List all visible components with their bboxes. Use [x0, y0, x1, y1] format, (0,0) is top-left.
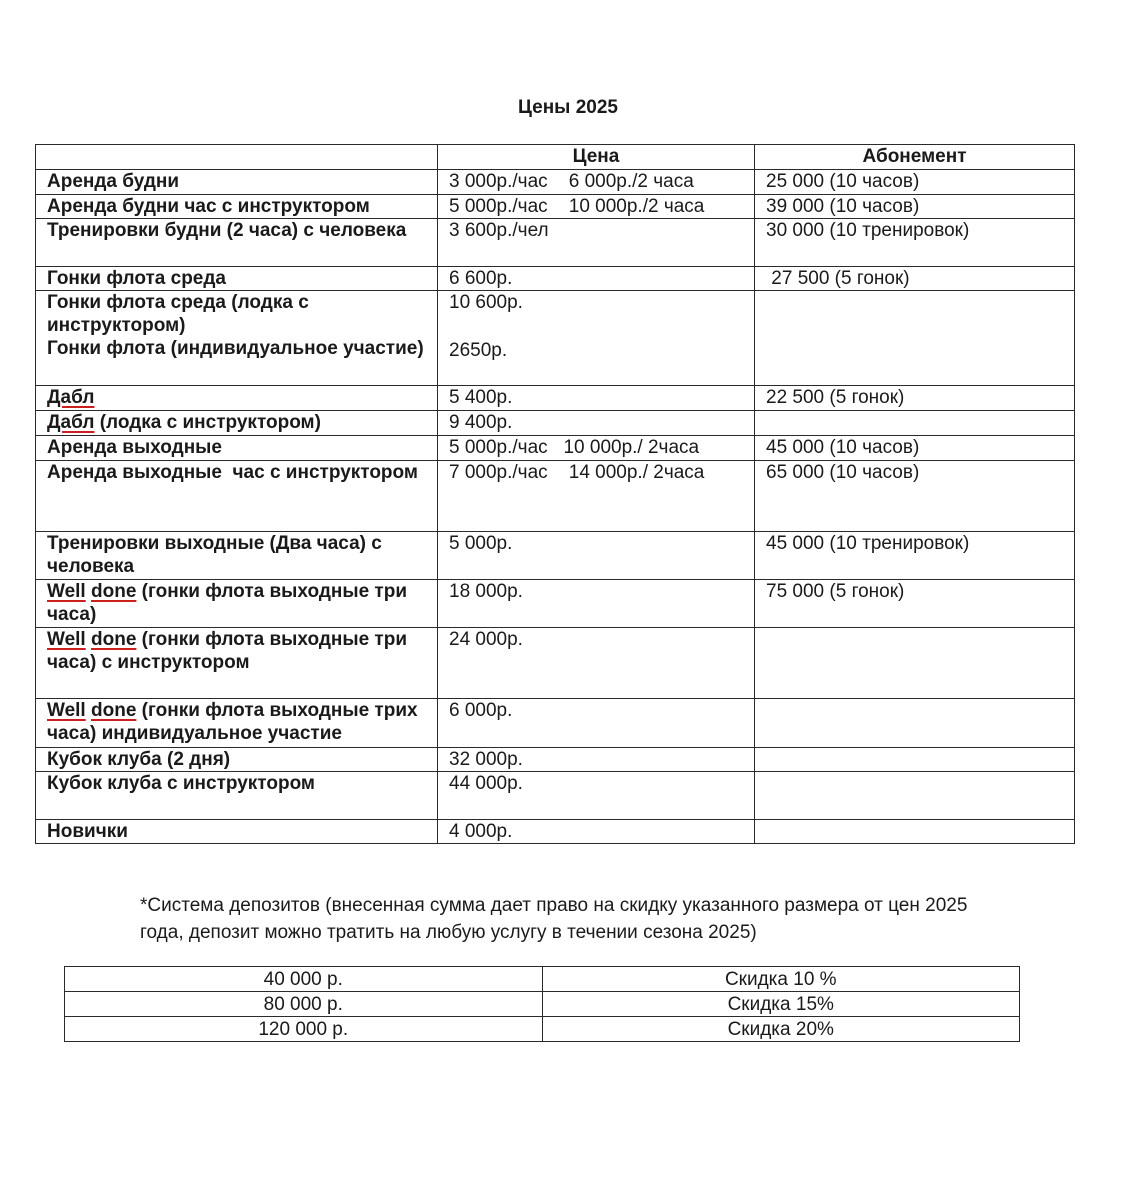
- table-row: [36, 195, 1075, 219]
- service-cell: Гонки флота среда: [36, 267, 438, 291]
- service-text: (гонки флота выходные три часа) с инструктором: [47, 629, 408, 673]
- service-cell: Аренда выходные: [36, 436, 438, 461]
- page-title: Цены 2025: [518, 97, 618, 118]
- subscription-cell: [755, 411, 1075, 436]
- price-cell: 18 000р.: [438, 580, 755, 628]
- price-cell: [438, 291, 755, 386]
- service-cell: Аренда будни: [36, 170, 438, 195]
- price-cell: 32 000р.: [438, 748, 755, 772]
- price-cell: 3 000р./час 6 000р./2 часа: [438, 170, 755, 195]
- subscription-cell: 22 500 (5 гонок): [755, 386, 1075, 411]
- service-text: (гонки флота выходные три часа): [47, 581, 408, 625]
- deposit-discount: Скидка 10 %: [542, 967, 1020, 992]
- price-cell: 6 000р.: [438, 699, 755, 748]
- header-price: Цена: [438, 145, 755, 170]
- table-row: [36, 461, 1075, 532]
- spellcheck-word: done: [91, 700, 137, 721]
- deposit-amount: 40 000 р.: [65, 967, 543, 992]
- table-row: [36, 436, 1075, 461]
- subscription-cell: [755, 628, 1075, 699]
- subscription-cell: 65 000 (10 часов): [755, 461, 1075, 532]
- spellcheck-word: Дабл: [47, 412, 95, 433]
- service-cell: Новички: [36, 820, 438, 844]
- price-cell: 5 400р.: [438, 386, 755, 411]
- table-row: [36, 219, 1075, 267]
- service-cell: [36, 291, 438, 386]
- service-cell: Тренировки выходные (Два часа) с человека: [36, 532, 438, 580]
- service-cell: Аренда будни час с инструктором: [36, 195, 438, 219]
- header-subscription: Абонемент: [755, 145, 1075, 170]
- price-table: [35, 144, 1075, 844]
- spellcheck-word: Дабл: [47, 387, 95, 408]
- subscription-cell: 45 000 (10 часов): [755, 436, 1075, 461]
- service-cell: Аренда выходные час с инструктором: [36, 461, 438, 532]
- price-cell: 6 600р.: [438, 267, 755, 291]
- table-row: [36, 628, 1075, 699]
- spellcheck-word: Well: [47, 581, 86, 602]
- subscription-cell: [755, 772, 1075, 820]
- subscription-cell: [755, 748, 1075, 772]
- price-cell: 5 000р.: [438, 532, 755, 580]
- spellcheck-word: done: [91, 581, 137, 602]
- header-service: [36, 145, 438, 170]
- service-cell: [36, 580, 438, 628]
- price-cell: 24 000р.: [438, 628, 755, 699]
- price-line: 2650р.: [449, 340, 508, 361]
- table-row: [36, 580, 1075, 628]
- table-header-row: [36, 145, 1075, 170]
- price-line: 10 600р.: [449, 292, 523, 313]
- price-cell: 3 600р./чел: [438, 219, 755, 267]
- subscription-cell: 39 000 (10 часов): [755, 195, 1075, 219]
- table-row: [36, 772, 1075, 820]
- deposit-row: [65, 1017, 1020, 1042]
- service-line: Гонки флота (индивидуальное участие): [47, 338, 424, 359]
- price-cell: 5 000р./час 10 000р./ 2часа: [438, 436, 755, 461]
- table-row: [36, 411, 1075, 436]
- price-cell: 44 000р.: [438, 772, 755, 820]
- spellcheck-word: done: [91, 629, 137, 650]
- subscription-cell: 25 000 (10 часов): [755, 170, 1075, 195]
- deposit-amount: 80 000 р.: [65, 992, 543, 1017]
- table-row: [36, 386, 1075, 411]
- table-row: [36, 699, 1075, 748]
- table-row: [36, 291, 1075, 386]
- spellcheck-word: Well: [47, 629, 86, 650]
- price-cell: 5 000р./час 10 000р./2 часа: [438, 195, 755, 219]
- deposit-row: [65, 992, 1020, 1017]
- table-row: [36, 532, 1075, 580]
- service-cell: Кубок клуба (2 дня): [36, 748, 438, 772]
- deposit-row: [65, 967, 1020, 992]
- service-cell: Кубок клуба с инструктором: [36, 772, 438, 820]
- service-text: (гонки флота выходные трих часа) индивидуальное участие: [47, 700, 418, 744]
- table-row: [36, 267, 1075, 291]
- service-text: (лодка с инструктором): [94, 412, 321, 433]
- subscription-cell: [755, 820, 1075, 844]
- table-row: [36, 748, 1075, 772]
- subscription-cell: 45 000 (10 тренировок): [755, 532, 1075, 580]
- price-cell: 9 400р.: [438, 411, 755, 436]
- deposit-discount: Скидка 15%: [542, 992, 1020, 1017]
- subscription-cell: [755, 291, 1075, 386]
- subscription-cell: [755, 699, 1075, 748]
- service-cell: [36, 386, 438, 411]
- deposit-discount: Скидка 20%: [542, 1017, 1020, 1042]
- subscription-cell: 75 000 (5 гонок): [755, 580, 1075, 628]
- service-line: Гонки флота среда (лодка с инструктором): [47, 292, 309, 336]
- service-cell: [36, 699, 438, 748]
- service-cell: Тренировки будни (2 часа) с человека: [36, 219, 438, 267]
- deposit-amount: 120 000 р.: [65, 1017, 543, 1042]
- subscription-cell: 27 500 (5 гонок): [755, 267, 1075, 291]
- price-cell: 7 000р./час 14 000р./ 2часа: [438, 461, 755, 532]
- spellcheck-word: Well: [47, 700, 86, 721]
- deposit-note: *Система депозитов (внесенная сумма дает право на скидку указанного размера от цен 2025 года, депозит можно тратить на любую услугу в течении сезона 2025): [140, 895, 968, 943]
- table-row: [36, 820, 1075, 844]
- price-cell: 4 000р.: [438, 820, 755, 844]
- service-cell: [36, 628, 438, 699]
- subscription-cell: 30 000 (10 тренировок): [755, 219, 1075, 267]
- table-row: [36, 170, 1075, 195]
- service-cell: [36, 411, 438, 436]
- deposit-table: [64, 966, 1020, 1042]
